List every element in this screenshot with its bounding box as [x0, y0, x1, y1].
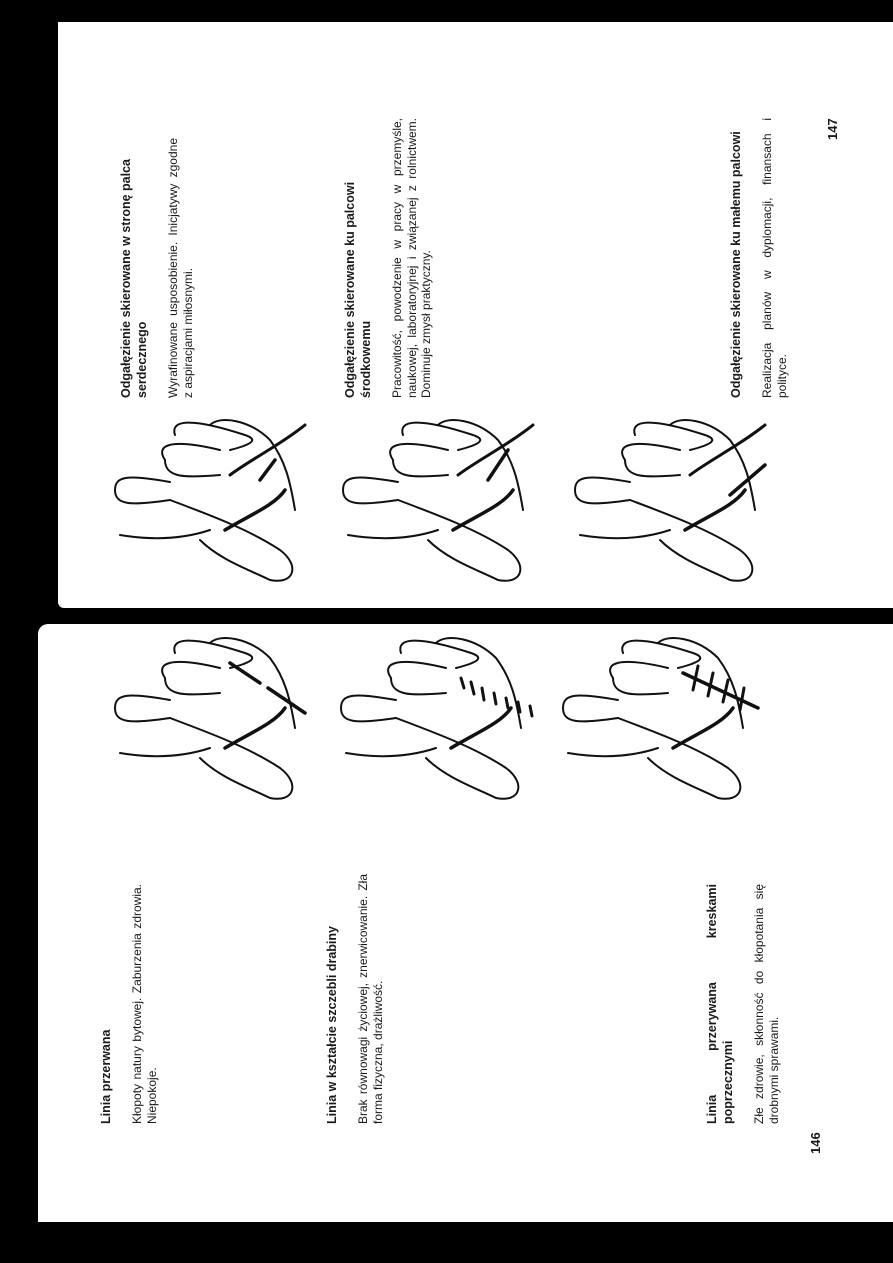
section-little-finger	[728, 118, 789, 398]
hand-ladder-line	[336, 638, 576, 808]
section-text: Brak równowagi życiowej, znerwicowanie. Zła forma fizyczna, drażliwość.	[356, 874, 385, 1124]
section-middle-finger	[342, 118, 434, 398]
section-text: Kłopoty natury bytowej. Zaburzenia zdrowia. Niepokoje.	[130, 884, 159, 1124]
section-text: Pracowitość, powodzenie w pracy w przemyśle, naukowej, laboratoryjnej i związanej z rolnictwem. Dominuje zmysł praktyczny.	[390, 118, 433, 398]
hand-outline-icon	[563, 638, 743, 799]
hand-branch-little-finger	[570, 420, 810, 590]
section-title: Linia przerwana	[99, 1029, 113, 1124]
hand-outline-icon	[341, 638, 521, 799]
hand-branch-middle-finger	[338, 420, 578, 590]
hand-outline-icon	[575, 420, 755, 581]
section-ring-finger	[118, 138, 195, 398]
section-title: Linia w kształcie szczebli drabiny	[325, 926, 339, 1124]
section-broken-line	[98, 884, 159, 1124]
hand-crossed-line	[558, 638, 798, 808]
page-number: 147	[825, 118, 840, 140]
section-title: Linia przerywana kreskami poprzecznymi	[705, 884, 735, 1124]
scan-edge-top	[0, 0, 893, 22]
section-text: Złe zdrowie, skłonność do kłopotania się drobnymi sprawami.	[752, 884, 781, 1124]
hand-broken-line	[110, 638, 350, 808]
section-text: Realizacja planów w dyplomacji, finansach i polityce.	[760, 118, 789, 398]
hand-outline-icon	[115, 638, 295, 799]
page-147	[58, 20, 893, 608]
scan-edge-bottom	[0, 1222, 893, 1263]
page-number: 146	[808, 1132, 823, 1154]
section-title: Odgałęzienie skierowane ku małemu palcowi	[729, 131, 743, 398]
section-text: Wyrafinowane usposobienie. Inicjatywy zgodne z aspiracjami miłosnymi.	[166, 138, 195, 398]
section-title: Odgałęzienie skierowane ku palcowi środkowemu	[343, 181, 373, 398]
page-146	[38, 624, 893, 1223]
section-title: Odgałęzienie skierowane w stronę palca serdecznego	[119, 159, 149, 398]
hand-branch-ring-finger	[110, 420, 350, 590]
hand-outline-icon	[115, 420, 295, 581]
section-ladder-line	[324, 874, 385, 1124]
hand-outline-icon	[343, 420, 523, 581]
section-crossed-line	[704, 884, 781, 1124]
